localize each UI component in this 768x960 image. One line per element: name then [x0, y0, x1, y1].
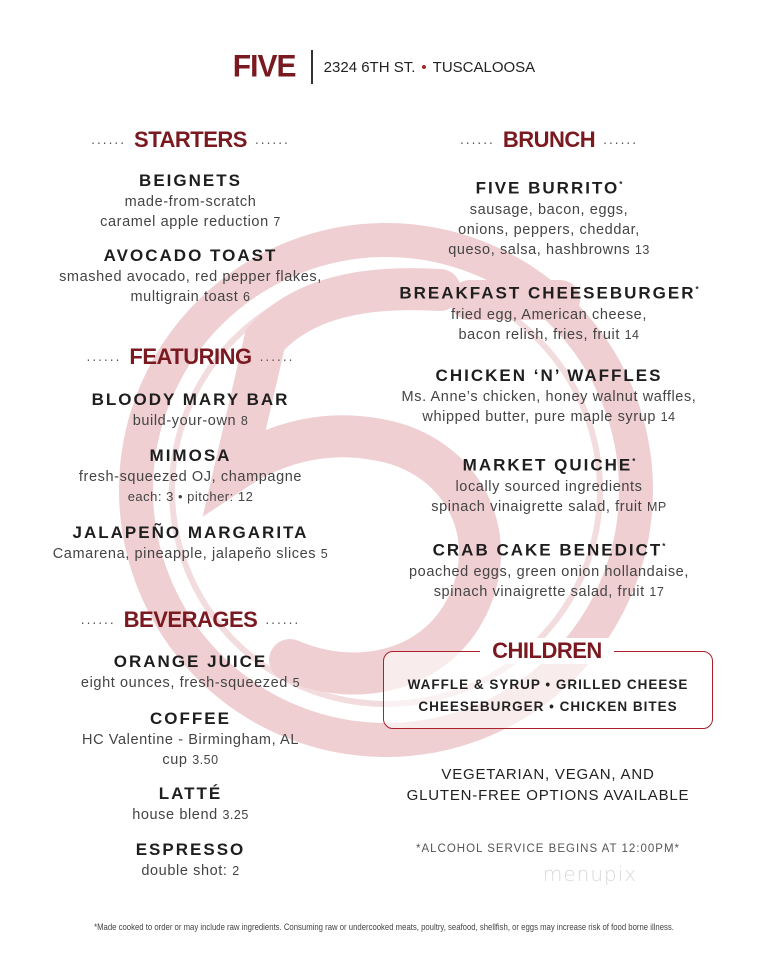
heading-dots-left: ......	[91, 133, 127, 147]
item-description: made-from-scratch	[124, 194, 257, 210]
menu-item-chicken-n-waffles	[363, 365, 735, 427]
menu-header	[0, 50, 768, 84]
raw-ingredient-mark: *	[632, 457, 636, 466]
item-price: 2	[232, 864, 240, 878]
menu-item-latte	[18, 783, 363, 825]
heading-dots-right: ......	[254, 133, 290, 147]
menu-item-jalapeno-margarita	[18, 522, 363, 564]
starters-title: STARTERS	[134, 127, 247, 152]
featuring-title: FEATURING	[129, 344, 252, 369]
left-column	[18, 125, 363, 885]
dietary-options-line-2: GLUTEN-FREE OPTIONS AVAILABLE	[406, 787, 690, 804]
item-name: LATTÉ	[158, 784, 223, 803]
item-description: HC Valentine - Birmingham, AL	[82, 732, 299, 748]
item-name: CHICKEN ‘N’ WAFFLES	[435, 366, 663, 385]
dietary-options-note	[383, 764, 713, 806]
item-price: 3.50	[192, 753, 219, 767]
menu-item-breakfast-cheeseburger	[363, 279, 735, 345]
item-description	[363, 325, 735, 345]
item-name	[363, 174, 735, 200]
item-price-options: each: 3 • pitcher: 12	[127, 489, 254, 504]
item-name: JALAPEÑO MARGARITA	[72, 523, 309, 542]
item-name-text: CRAB CAKE BENEDICT	[432, 540, 663, 560]
raw-ingredient-mark: *	[695, 285, 699, 294]
item-price: 3.25	[222, 808, 249, 822]
item-description-text: cup	[162, 752, 188, 768]
city-name: TUSCALOOSA	[432, 58, 536, 76]
item-description: poached eggs, green onion hollandaise,	[409, 563, 689, 580]
featuring-heading	[18, 342, 363, 372]
children-title: CHILDREN	[480, 638, 614, 664]
item-price: MP	[646, 499, 667, 514]
heading-dots-right: ......	[265, 613, 301, 627]
heading-dots-right: ......	[603, 133, 639, 147]
item-name: COFFEE	[150, 709, 231, 728]
item-name-text: FIVE BURRITO	[475, 178, 620, 198]
item-description	[18, 750, 363, 770]
brunch-heading	[363, 125, 735, 155]
heading-dots-left: ......	[459, 133, 495, 147]
item-description: Ms. Anne’s chicken, honey walnut waffles,	[401, 389, 697, 405]
item-description-text: double shot:	[141, 863, 228, 879]
item-name	[363, 536, 735, 562]
item-description	[18, 805, 363, 825]
item-description: locally sourced ingredients	[455, 478, 643, 495]
item-description-text: caramel apple reduction	[100, 214, 269, 230]
beverages-title: BEVERAGES	[123, 607, 258, 632]
item-description-text: eight ounces, fresh-squeezed	[80, 675, 288, 691]
item-description	[18, 287, 363, 307]
item-price: 14	[660, 410, 676, 424]
menu-item-bloody-mary-bar	[18, 389, 363, 431]
restaurant-logo: FIVE	[232, 49, 296, 84]
menu-item-mimosa	[18, 445, 363, 507]
item-price: 13	[634, 242, 650, 257]
item-name-text: MARKET QUICHE	[462, 455, 633, 475]
item-description	[18, 411, 363, 431]
menu-item-coffee	[18, 708, 363, 770]
header-divider	[311, 50, 313, 84]
menu-item-avocado-toast	[18, 245, 363, 307]
item-description	[18, 861, 363, 881]
item-description: onions, peppers, cheddar,	[458, 221, 640, 238]
dietary-options-line-1: VEGETARIAN, VEGAN, AND	[441, 766, 655, 783]
item-description-text: queso, salsa, hashbrowns	[448, 241, 631, 258]
item-description: sausage, bacon, eggs,	[469, 201, 629, 218]
item-name	[363, 451, 735, 477]
item-description	[363, 582, 735, 602]
item-name	[363, 279, 735, 305]
item-description-text: spinach vinaigrette salad, fruit	[433, 583, 645, 600]
children-items-line-1: WAFFLE & SYRUP • GRILLED CHEESE	[407, 677, 689, 692]
item-name: BEIGNETS	[139, 171, 242, 190]
item-price: 6	[243, 290, 251, 304]
menu-item-market-quiche	[363, 451, 735, 517]
item-description-text: bacon relish, fries, fruit	[458, 326, 620, 343]
item-name: MIMOSA	[149, 446, 232, 465]
address-separator-dot: •	[421, 58, 427, 76]
item-description	[363, 497, 735, 517]
item-description-text: spinach vinaigrette salad, fruit	[431, 498, 643, 515]
item-name: ORANGE JUICE	[113, 652, 268, 671]
item-name: AVOCADO TOAST	[103, 246, 278, 265]
item-price: 17	[649, 584, 665, 599]
beverages-heading	[18, 605, 363, 635]
item-description-text: build-your-own	[132, 413, 237, 429]
alcohol-service-note: *ALCOHOL SERVICE BEGINS AT 12:00PM*	[415, 843, 681, 855]
item-description	[363, 240, 735, 260]
item-description	[18, 212, 363, 232]
menu-item-espresso	[18, 839, 363, 881]
item-description: fried egg, American cheese,	[451, 306, 647, 323]
restaurant-address	[324, 59, 536, 76]
item-name-text: BREAKFAST CHEESEBURGER	[399, 283, 696, 303]
street-address: 2324 6TH ST.	[323, 58, 416, 76]
item-description-text: Camarena, pineapple, jalapeño slices	[52, 546, 317, 562]
heading-dots-right: ......	[259, 350, 295, 364]
brunch-title: BRUNCH	[502, 127, 596, 152]
item-description	[18, 673, 363, 693]
item-price: 14	[624, 327, 640, 342]
heading-dots-left: ......	[80, 613, 116, 627]
item-description	[363, 407, 735, 427]
item-description-text: multigrain toast	[130, 289, 239, 305]
children-items-line-2: CHEESEBURGER • CHICKEN BITES	[418, 699, 678, 714]
food-safety-disclaimer: *Made cooked to order or may include raw ingredients. Consuming raw or undercooked meats, poultry, seafood, shellfish, or eggs may increase risk of food borne illness.	[94, 922, 674, 932]
menu-item-orange-juice	[18, 651, 363, 693]
menu-item-five-burrito	[363, 174, 735, 260]
item-name: BLOODY MARY BAR	[91, 390, 290, 409]
item-name: ESPRESSO	[135, 840, 246, 859]
right-column	[363, 125, 735, 625]
item-description-text: whipped butter, pure maple syrup	[422, 409, 657, 425]
item-description	[18, 544, 363, 564]
menu-item-beignets	[18, 170, 363, 232]
item-price: 8	[240, 414, 249, 428]
starters-heading	[18, 125, 363, 155]
item-description: fresh-squeezed OJ, champagne	[78, 469, 303, 485]
heading-dots-left: ......	[86, 350, 122, 364]
raw-ingredient-mark: *	[662, 542, 666, 551]
item-price: 5	[292, 676, 301, 690]
menu-item-crab-cake-benedict	[363, 536, 735, 602]
raw-ingredient-mark: *	[619, 180, 623, 189]
item-price: 5	[320, 547, 329, 561]
item-price: 7	[273, 215, 281, 229]
menupix-watermark: menupix	[542, 862, 638, 886]
item-description-text: house blend	[132, 807, 218, 823]
item-description: smashed avocado, red pepper flakes,	[59, 269, 322, 285]
